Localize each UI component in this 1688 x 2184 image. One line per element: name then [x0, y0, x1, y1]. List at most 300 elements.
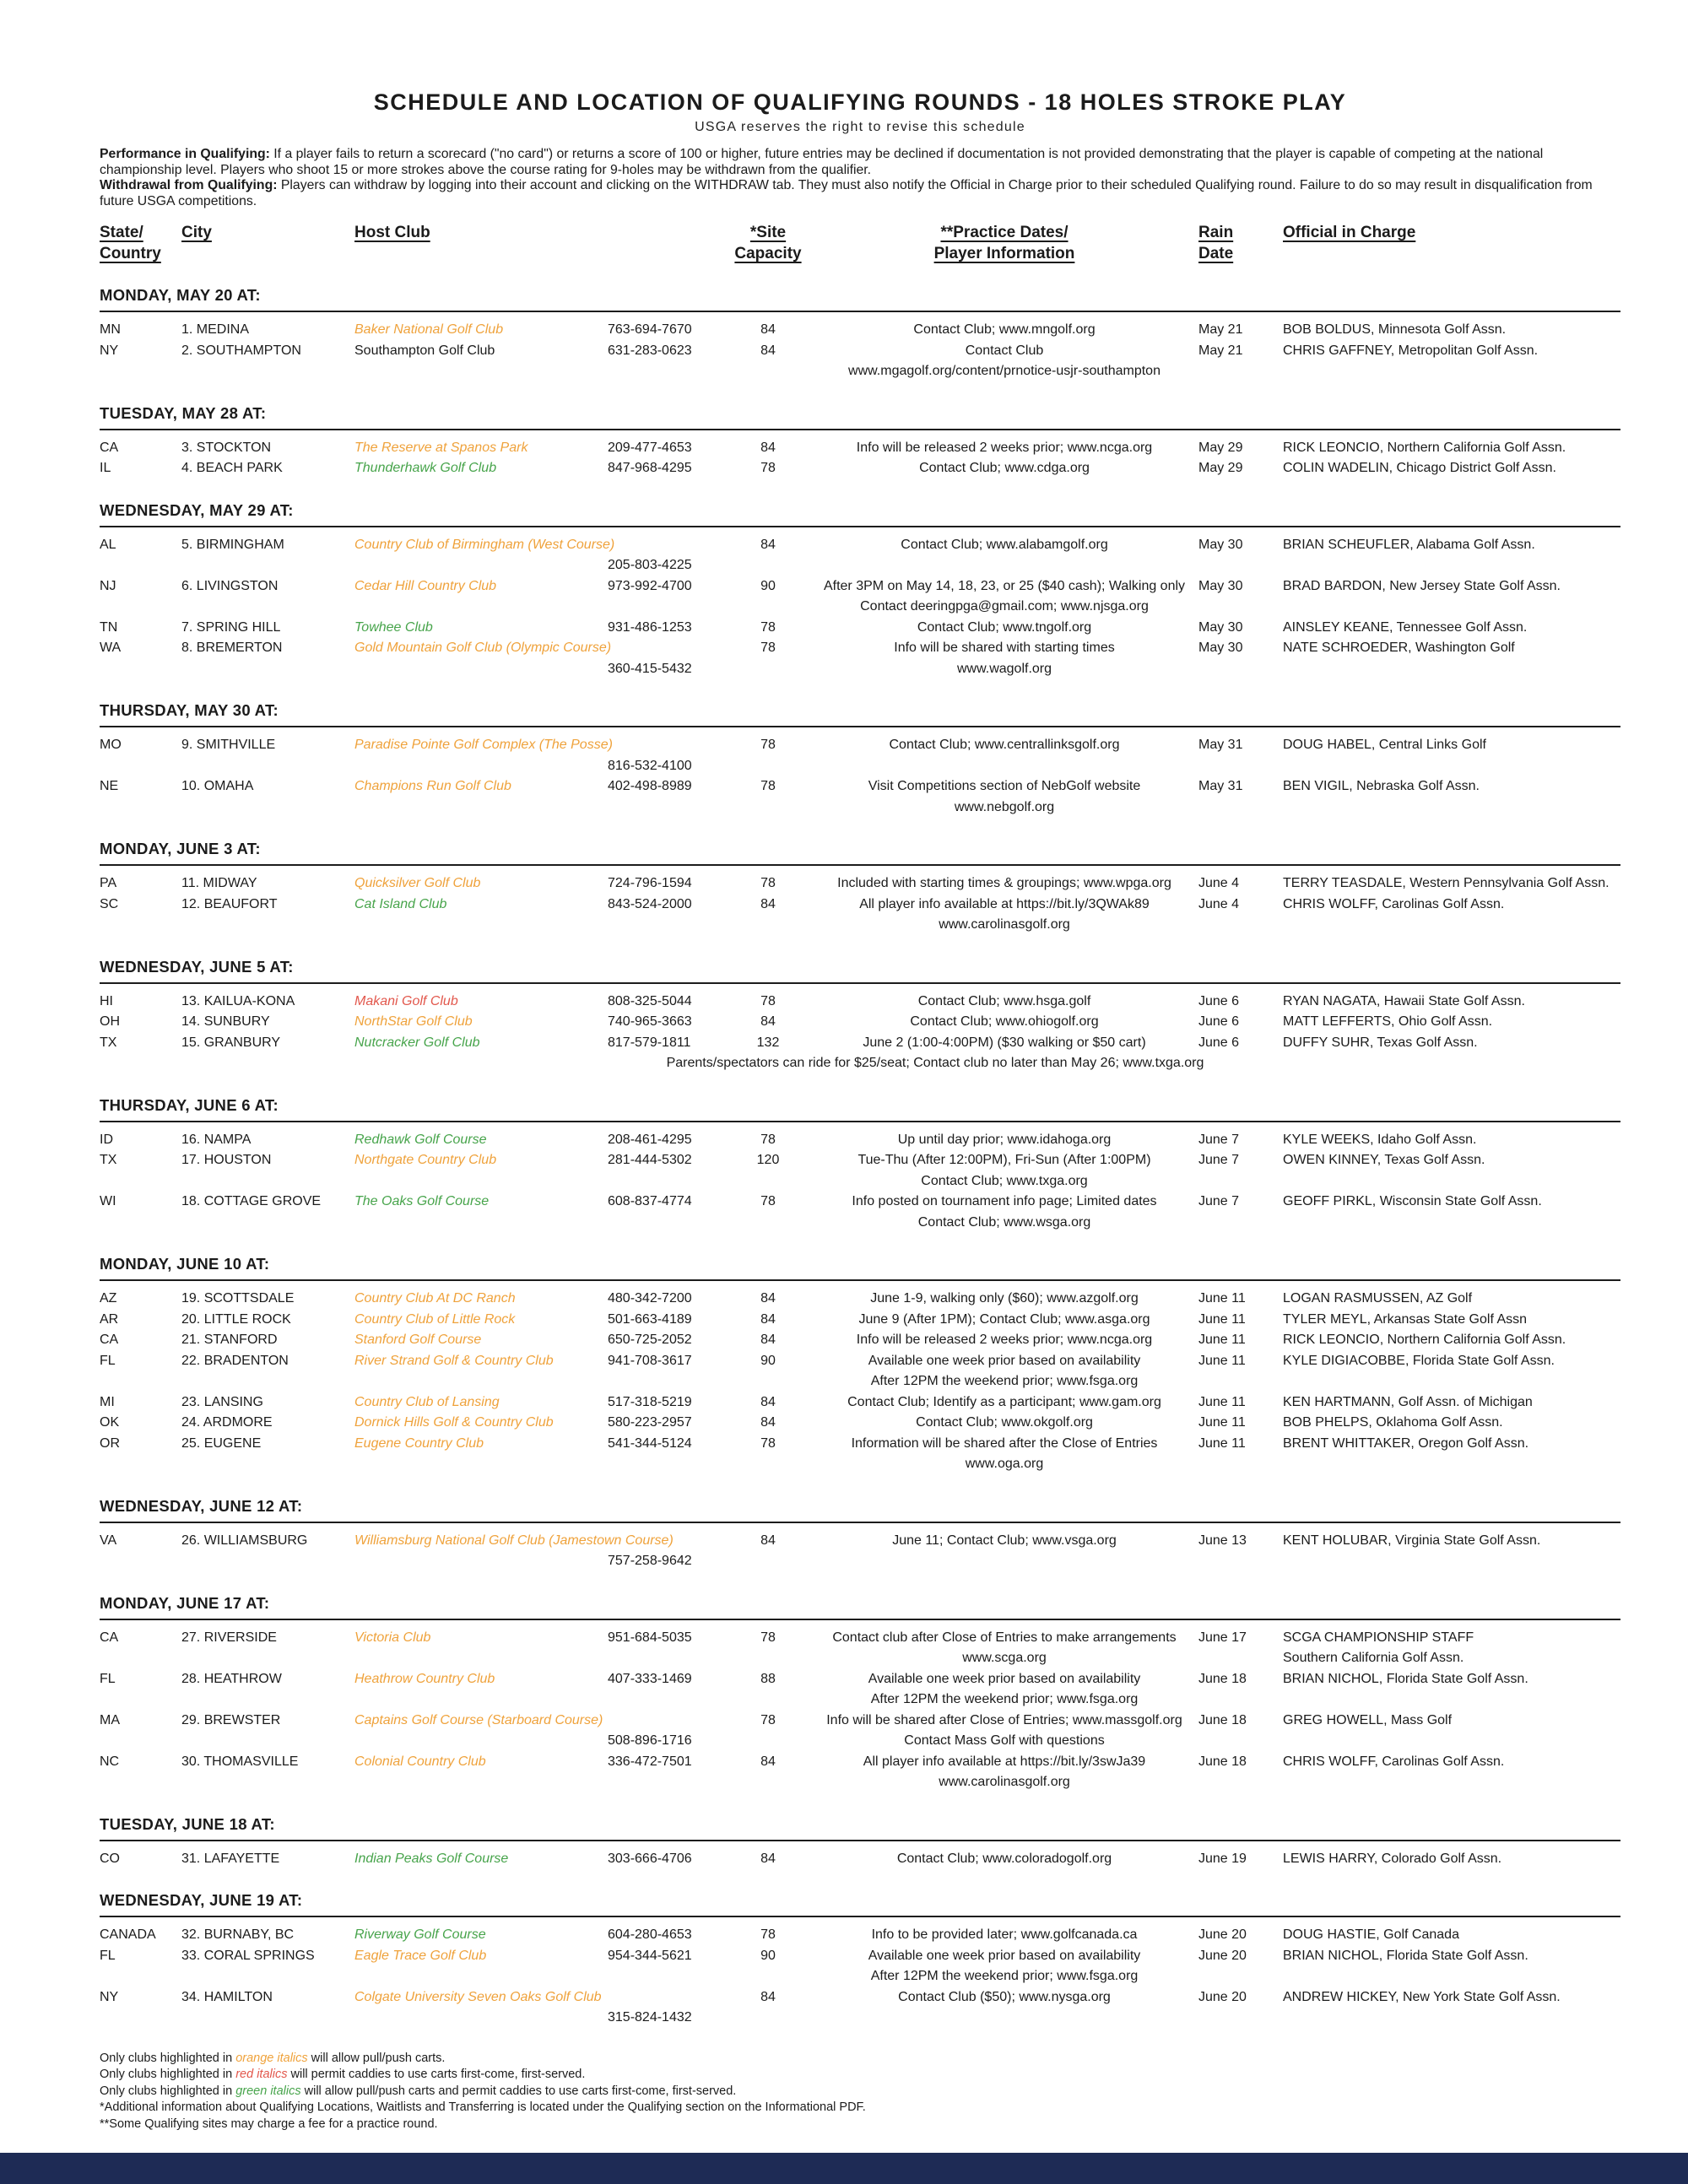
city-cell: 28. HEATHROW [181, 1671, 282, 1686]
player-info-cell: Info will be shared with starting times www.wagolf.org [894, 641, 1115, 676]
host-club-cell: Dornick Hills Golf & Country Club [354, 1415, 554, 1430]
city-cell: 8. BREMERTON [181, 641, 283, 656]
capacity-cell: 78 [760, 1132, 776, 1147]
state-cell: NC [100, 1754, 120, 1769]
player-info-cell: June 1-9, walking only ($60); www.azgolf.org [870, 1291, 1139, 1306]
official-cell: KYLE WEEKS, Idaho Golf Assn. [1283, 1132, 1477, 1147]
performance-notice-body: If a player fails to return a scorecard ("no card") or returns a score of 100 or higher, future entries may be declined if documentation is not provided demonstrating that the player is capable of competing at the national championship level. Players who shoot 15 or more strokes above the course rating for 9-holes may be withdrawn from the qualifier. [100, 147, 1544, 177]
official-cell: BOB BOLDUS, Minnesota Golf Assn. [1283, 322, 1507, 338]
state-cell: NE [100, 779, 119, 794]
city-cell: 7. SPRING HILL [181, 619, 281, 635]
capacity-cell: 84 [760, 1014, 776, 1030]
city-cell: 32. BURNABY, BC [181, 1927, 295, 1943]
rain-date-cell: June 4 [1198, 896, 1240, 911]
capacity-cell: 78 [760, 1927, 776, 1943]
player-info-cell: Up until day prior; www.idahoga.org [897, 1132, 1112, 1147]
city-cell: 30. THOMASVILLE [181, 1754, 299, 1769]
footnote-highlight-green: green italics [235, 2084, 301, 2098]
state-cell: CANADA [100, 1927, 156, 1943]
state-cell: TX [100, 1035, 117, 1050]
state-cell: VA [100, 1533, 117, 1548]
city-cell: 9. SMITHVILLE [181, 738, 276, 753]
phone-cell: 360-415-5432 [608, 661, 692, 676]
qualifier-row [100, 1130, 1620, 1151]
col-header-city [181, 223, 354, 264]
player-info-cell: Contact Club; www.coloradogolf.org [896, 1851, 1112, 1866]
official-cell: LEWIS HARRY, Colorado Golf Assn. [1283, 1851, 1502, 1866]
host-club-cell: Northgate Country Club [354, 1153, 497, 1168]
official-cell: RYAN NAGATA, Hawaii State Golf Assn. [1283, 993, 1525, 1008]
state-cell: TN [100, 619, 118, 635]
qualifier-row [100, 1434, 1620, 1475]
section-date-header: THURSDAY, JUNE 6 AT: [100, 1095, 279, 1114]
phone-cell: 608-837-4774 [608, 1194, 692, 1209]
qualifier-row [100, 735, 1620, 776]
section-date-header: WEDNESDAY, JUNE 19 AT: [100, 1891, 303, 1910]
host-club-cell: Country Club of Little Rock [354, 1311, 516, 1327]
player-info-cell: Contact Club; www.centrallinksgolf.org [889, 738, 1120, 753]
qualifier-row [100, 776, 1620, 818]
official-cell: AINSLEY KEANE, Tennessee Golf Assn. [1283, 619, 1528, 635]
phone-cell: 631-283-0623 [608, 343, 692, 358]
official-cell: BRAD BARDON, New Jersey State Golf Assn. [1283, 578, 1561, 593]
rain-date-cell: June 11 [1198, 1435, 1246, 1451]
capacity-cell: 84 [760, 440, 776, 455]
city-cell: 25. EUGENE [181, 1435, 262, 1451]
withdrawal-notice-body: Players can withdraw by logging into their account and clicking on the WITHDRAW tab. They must also notify the Official in Charge prior to their scheduled Qualifying round. Failure to do so may result in disqualification from future USGA competitions. [100, 178, 1593, 208]
host-club-cell: Paradise Pointe Golf Complex (The Posse) [354, 738, 613, 753]
player-info-cell: After 3PM on May 14, 18, 23, or 25 ($40 cash); Walking only Contact deeringpga@gmail.com; www.njsga.org [823, 578, 1186, 614]
schedule-sections [100, 286, 1620, 2029]
qualifier-row [100, 1628, 1620, 1669]
state-cell: FL [100, 1353, 116, 1368]
withdrawal-notice-lead: Withdrawal from Qualifying: [100, 178, 278, 193]
phone-cell: 650-725-2052 [608, 1333, 692, 1348]
rain-date-cell: June 6 [1198, 1014, 1240, 1030]
schedule-section [100, 1497, 1620, 1572]
phone-cell: 508-896-1716 [608, 1733, 692, 1749]
rain-date-cell: June 7 [1198, 1132, 1240, 1147]
phone-cell: 209-477-4653 [608, 440, 692, 455]
capacity-cell: 90 [760, 1948, 776, 1963]
phone-cell: 808-325-5044 [608, 993, 692, 1008]
player-info-cell: Contact Club ($50); www.nysga.org [898, 1989, 1111, 2004]
player-info-cell: Contact Club; www.okgolf.org [916, 1415, 1093, 1430]
city-cell: 2. SOUTHAMPTON [181, 343, 301, 358]
phone-cell: 763-694-7670 [608, 322, 692, 338]
capacity-cell: 78 [760, 993, 776, 1008]
qualifier-row [100, 618, 1620, 639]
capacity-cell: 78 [760, 1194, 776, 1209]
host-club-cell: Eugene Country Club [354, 1435, 484, 1451]
phone-cell: 205-803-4225 [608, 558, 692, 573]
rain-date-cell: May 21 [1198, 343, 1243, 358]
phone-cell: 315-824-1432 [608, 2010, 692, 2025]
official-cell: ANDREW HICKEY, New York State Golf Assn. [1283, 1989, 1561, 2004]
capacity-cell: 78 [760, 641, 776, 656]
host-club-cell: Indian Peaks Golf Course [354, 1851, 509, 1866]
official-cell: COLIN WADELIN, Chicago District Golf Assn. [1283, 461, 1556, 476]
footnote [100, 2067, 1620, 2084]
player-info-cell: Contact Club; www.hsga.golf [917, 993, 1091, 1008]
host-club-cell: Riverway Golf Course [354, 1927, 486, 1943]
performance-notice [100, 147, 1620, 178]
capacity-cell: 84 [760, 1333, 776, 1348]
qualifier-row [100, 1946, 1620, 1987]
rain-date-cell: May 31 [1198, 738, 1243, 753]
player-info-cell: Visit Competitions section of NebGolf website www.nebgolf.org [868, 779, 1141, 814]
official-cell: BOB PHELPS, Oklahoma Golf Assn. [1283, 1415, 1503, 1430]
schedule-section [100, 286, 1620, 382]
col-header-rain-date [1198, 223, 1283, 264]
capacity-cell: 84 [760, 1989, 776, 2004]
city-cell: 23. LANSING [181, 1394, 263, 1409]
footnote [100, 2100, 1620, 2116]
host-club-cell: The Reserve at Spanos Park [354, 440, 528, 455]
official-cell: DOUG HASTIE, Golf Canada [1283, 1927, 1459, 1943]
state-cell: TX [100, 1153, 117, 1168]
qualifier-row [100, 873, 1620, 895]
city-cell: 10. OMAHA [181, 779, 254, 794]
phone-cell: 336-472-7501 [608, 1754, 692, 1769]
section-date-header: TUESDAY, MAY 28 AT: [100, 403, 267, 422]
col-label-country: Country [100, 244, 161, 262]
state-cell: WI [100, 1194, 116, 1209]
capacity-cell: 78 [760, 1435, 776, 1451]
host-club-cell: Champions Run Golf Club [354, 779, 511, 794]
official-cell: OWEN KINNEY, Texas Golf Assn. [1283, 1153, 1485, 1168]
player-info-cell: Information will be shared after the Close of Entries www.oga.org [851, 1435, 1158, 1472]
capacity-cell: 78 [760, 779, 776, 794]
schedule-section [100, 1255, 1620, 1475]
city-cell: 24. ARDMORE [181, 1415, 273, 1430]
host-club-cell: Southampton Golf Club [354, 343, 495, 358]
qualifier-row [100, 1330, 1620, 1351]
rain-date-cell: May 30 [1198, 619, 1243, 635]
city-cell: 33. CORAL SPRINGS [181, 1948, 315, 1963]
rain-date-cell: June 7 [1198, 1194, 1240, 1209]
qualifier-row [100, 1351, 1620, 1392]
official-cell: SCGA CHAMPIONSHIP STAFF Southern California Golf Assn. [1283, 1630, 1474, 1666]
capacity-cell: 84 [760, 1754, 776, 1769]
city-cell: 34. HAMILTON [181, 1989, 273, 2004]
state-cell: AR [100, 1311, 119, 1327]
col-label-rain: Rain [1198, 224, 1234, 242]
bottom-bar [0, 2153, 1688, 2184]
city-cell: 14. SUNBURY [181, 1014, 270, 1030]
schedule-section [100, 958, 1620, 1074]
col-label-host-club: Host Club [354, 224, 430, 242]
city-cell: 1. MEDINA [181, 322, 250, 338]
section-date-header: WEDNESDAY, JUNE 5 AT: [100, 957, 294, 976]
state-cell: OK [100, 1415, 120, 1430]
player-info-cell: Available one week prior based on availability After 12PM the weekend prior; www.fsga.org [868, 1353, 1141, 1389]
qualifier-row [100, 1413, 1620, 1434]
footnote-text: **Some Qualifying sites may charge a fee for a practice round. [100, 2116, 438, 2131]
host-club-cell: Nutcracker Golf Club [354, 1035, 480, 1050]
player-info-cell: Info will be released 2 weeks prior; www.ncga.org [856, 1333, 1153, 1348]
host-club-cell: Cat Island Club [354, 896, 447, 911]
phone-cell: 303-666-4706 [608, 1851, 692, 1866]
footnote-highlight-orange: orange italics [235, 2051, 308, 2065]
host-club-cell: Colgate University Seven Oaks Golf Club [354, 1989, 602, 2004]
official-cell: NATE SCHROEDER, Washington Golf [1283, 641, 1515, 656]
player-info-cell: Info will be released 2 weeks prior; www.ncga.org [856, 440, 1153, 455]
state-cell: NY [100, 343, 119, 358]
city-cell: 12. BEAUFORT [181, 896, 278, 911]
capacity-cell: 84 [760, 896, 776, 911]
host-club-cell: Stanford Golf Course [354, 1333, 482, 1348]
phone-cell: 208-461-4295 [608, 1132, 692, 1147]
state-cell: MA [100, 1712, 120, 1727]
rain-date-cell: June 11 [1198, 1353, 1246, 1368]
capacity-cell: 78 [760, 619, 776, 635]
official-cell: DOUG HABEL, Central Links Golf [1283, 738, 1486, 753]
qualifier-row [100, 1531, 1620, 1572]
state-cell: OH [100, 1014, 120, 1030]
state-cell: NY [100, 1989, 119, 2004]
city-cell: 6. LIVINGSTON [181, 578, 279, 593]
player-info-cell: Info to be provided later; www.golfcanada.ca [871, 1927, 1138, 1943]
host-club-cell: Heathrow Country Club [354, 1671, 495, 1686]
capacity-cell: 90 [760, 1353, 776, 1368]
schedule-section [100, 404, 1620, 479]
state-cell: CA [100, 1630, 119, 1645]
state-cell: NJ [100, 578, 116, 593]
city-cell: 31. LAFAYETTE [181, 1851, 280, 1866]
phone-cell: 740-965-3663 [608, 1014, 692, 1030]
rain-date-cell: June 11 [1198, 1311, 1246, 1327]
capacity-cell: 78 [760, 738, 776, 753]
performance-notice-lead: Performance in Qualifying: [100, 147, 270, 161]
city-cell: 3. STOCKTON [181, 440, 272, 455]
qualifier-row [100, 1012, 1620, 1033]
city-cell: 27. RIVERSIDE [181, 1630, 277, 1645]
column-headers [100, 223, 1620, 264]
rain-date-cell: June 6 [1198, 993, 1240, 1008]
phone-cell: 941-708-3617 [608, 1353, 692, 1368]
state-cell: FL [100, 1948, 116, 1963]
page-subtitle: USGA reserves the right to revise this schedule [695, 120, 1025, 134]
col-label-city: City [181, 224, 212, 242]
capacity-cell: 78 [760, 461, 776, 476]
phone-cell: 843-524-2000 [608, 896, 692, 911]
section-date-header: MONDAY, JUNE 17 AT: [100, 1593, 270, 1612]
official-cell: RICK LEONCIO, Northern California Golf Assn. [1283, 440, 1566, 455]
phone-cell: 402-498-8989 [608, 779, 692, 794]
state-cell: FL [100, 1671, 116, 1686]
host-club-cell: Williamsburg National Golf Club (Jamestown Course) [354, 1533, 674, 1548]
state-cell: WA [100, 641, 122, 656]
rain-date-cell: June 18 [1198, 1671, 1247, 1686]
capacity-cell: 132 [756, 1035, 780, 1050]
phone-cell: 407-333-1469 [608, 1671, 692, 1686]
qualifier-row [100, 895, 1620, 936]
host-club-cell: Cedar Hill Country Club [354, 578, 497, 593]
player-info-cell: June 9 (After 1PM); Contact Club; www.asga.org [858, 1311, 1150, 1327]
host-club-cell: Baker National Golf Club [354, 322, 504, 338]
capacity-cell: 84 [760, 1311, 776, 1327]
rain-date-cell: June 20 [1198, 1948, 1247, 1963]
page-title: SCHEDULE AND LOCATION OF QUALIFYING ROUNDS - 18 HOLES STROKE PLAY [373, 89, 1347, 115]
player-info-cell: Contact club after Close of Entries to make arrangements www.scga.org [832, 1630, 1177, 1666]
schedule-section [100, 1096, 1620, 1234]
official-cell: MATT LEFFERTS, Ohio Golf Assn. [1283, 1014, 1493, 1030]
state-cell: AL [100, 537, 116, 552]
city-cell: 21. STANFORD [181, 1333, 278, 1348]
state-cell: ID [100, 1132, 113, 1147]
col-label-practice-dates: **Practice Dates/ [940, 224, 1069, 242]
host-club-cell: Gold Mountain Golf Club (Olympic Course) [354, 641, 612, 656]
schedule-section [100, 840, 1620, 936]
host-club-cell: The Oaks Golf Course [354, 1194, 490, 1209]
col-label-official: Official in Charge [1283, 224, 1416, 242]
player-info-cell: June 11; Contact Club; www.vsga.org [892, 1533, 1117, 1548]
city-cell: 29. BREWSTER [181, 1712, 281, 1727]
qualifier-row [100, 1033, 1620, 1054]
capacity-cell: 84 [760, 343, 776, 358]
official-cell: DUFFY SUHR, Texas Golf Assn. [1283, 1035, 1478, 1050]
official-cell: CHRIS GAFFNEY, Metropolitan Golf Assn. [1283, 343, 1539, 358]
schedule-section [100, 1891, 1620, 2029]
player-info-cell: Contact Club www.mgagolf.org/content/prnotice-usjr-southampton [848, 343, 1160, 379]
capacity-cell: 88 [760, 1671, 776, 1686]
host-club-cell: Colonial Country Club [354, 1754, 486, 1769]
phone-cell: 954-344-5621 [608, 1948, 692, 1963]
phone-cell: 817-579-1811 [608, 1035, 691, 1050]
phone-cell: 517-318-5219 [608, 1394, 692, 1409]
state-cell: OR [100, 1435, 120, 1451]
rain-date-cell: June 19 [1198, 1851, 1247, 1866]
footnote-text: will allow pull/push carts and permit caddies to use carts first-come, first-served. [300, 2084, 737, 2098]
host-club-cell: River Strand Golf & Country Club [354, 1353, 554, 1368]
capacity-cell: 84 [760, 1533, 776, 1548]
state-cell: MN [100, 322, 121, 338]
schedule-section [100, 701, 1620, 818]
footnote [100, 2116, 1620, 2133]
player-info-cell: Contact Club; www.mngolf.org [913, 322, 1096, 338]
rain-date-cell: June 11 [1198, 1394, 1246, 1409]
phone-cell: 541-344-5124 [608, 1435, 692, 1451]
official-cell: RICK LEONCIO, Northern California Golf Assn. [1283, 1333, 1566, 1348]
qualifier-row [100, 1192, 1620, 1233]
footnotes [100, 2051, 1620, 2133]
player-info-cell: Available one week prior based on availability After 12PM the weekend prior; www.fsga.org [868, 1671, 1141, 1707]
capacity-cell: 84 [760, 322, 776, 338]
rain-date-cell: May 29 [1198, 440, 1243, 455]
qualifier-row [100, 1849, 1620, 1870]
official-cell: GEOFF PIRKL, Wisconsin State Golf Assn. [1283, 1194, 1542, 1209]
footnote-text: Only clubs highlighted in [100, 2068, 236, 2082]
state-cell: IL [100, 461, 111, 476]
official-cell: BRENT WHITTAKER, Oregon Golf Assn. [1283, 1435, 1529, 1451]
section-date-header: MONDAY, MAY 20 AT: [100, 286, 261, 305]
player-info-cell: Included with starting times & groupings; www.wpga.org [837, 876, 1171, 891]
state-cell: PA [100, 876, 117, 891]
city-cell: 13. KAILUA-KONA [181, 993, 295, 1008]
rain-date-cell: May 31 [1198, 779, 1243, 794]
capacity-cell: 84 [760, 1415, 776, 1430]
city-cell: 20. LITTLE ROCK [181, 1311, 291, 1327]
qualifier-row [100, 1669, 1620, 1711]
host-club-cell: Country Club of Lansing [354, 1394, 500, 1409]
host-club-cell: Victoria Club [354, 1630, 431, 1645]
phone-cell: 757-258-9642 [608, 1554, 692, 1569]
official-cell: KENT HOLUBAR, Virginia State Golf Assn. [1283, 1533, 1541, 1548]
city-cell: 17. HOUSTON [181, 1153, 272, 1168]
qualifier-row [100, 1289, 1620, 1310]
capacity-cell: 78 [760, 1712, 776, 1727]
city-cell: 26. WILLIAMSBURG [181, 1533, 308, 1548]
state-cell: HI [100, 993, 113, 1008]
col-label-player-information: Player Information [933, 244, 1075, 262]
official-cell: GREG HOWELL, Mass Golf [1283, 1712, 1453, 1727]
qualifier-row [100, 638, 1620, 679]
qualifier-row [100, 992, 1620, 1013]
phone-cell: 480-342-7200 [608, 1291, 692, 1306]
qualifier-row [100, 1711, 1620, 1752]
qualifier-row [100, 535, 1620, 576]
capacity-cell: 78 [760, 876, 776, 891]
capacity-cell: 78 [760, 1630, 776, 1645]
player-info-cell: Contact Club; www.tngolf.org [917, 619, 1092, 635]
host-club-cell: Makani Golf Club [354, 993, 458, 1008]
capacity-cell: 84 [760, 537, 776, 552]
footnote-text: *Additional information about Qualifying Locations, Waitlists and Transferring is located under the Qualifying section on the Informational PDF. [100, 2100, 866, 2115]
host-club-cell: Captains Golf Course (Starboard Course) [354, 1712, 603, 1727]
rain-date-cell: May 29 [1198, 461, 1243, 476]
player-info-cell: Info posted on tournament info page; Limited dates Contact Club; www.wsga.org [852, 1194, 1157, 1230]
phone-cell: 816-532-4100 [608, 758, 692, 773]
phone-cell: 501-663-4189 [608, 1311, 692, 1327]
official-cell: BRIAN NICHOL, Florida State Golf Assn. [1283, 1671, 1528, 1686]
rain-date-cell: June 11 [1198, 1333, 1246, 1348]
qualifier-row [100, 1925, 1620, 1946]
phone-cell: 604-280-4653 [608, 1927, 692, 1943]
rain-date-cell: June 13 [1198, 1533, 1247, 1548]
city-cell: 11. MIDWAY [181, 876, 257, 891]
official-cell: CHRIS WOLFF, Carolinas Golf Assn. [1283, 1754, 1505, 1769]
section-date-header: WEDNESDAY, MAY 29 AT: [100, 500, 294, 519]
official-cell: TYLER MEYL, Arkansas State Golf Assn [1283, 1311, 1528, 1327]
phone-cell: 931-486-1253 [608, 619, 692, 635]
schedule-section [100, 1815, 1620, 1870]
player-info-cell: Contact Club; www.cdga.org [919, 461, 1090, 476]
official-cell: KYLE DIGIACOBBE, Florida State Golf Assn. [1283, 1353, 1555, 1368]
capacity-cell: 84 [760, 1394, 776, 1409]
schedule-section [100, 501, 1620, 680]
col-label-state: State/ [100, 224, 143, 242]
capacity-cell: 90 [760, 578, 776, 593]
city-cell: 15. GRANBURY [181, 1035, 281, 1050]
official-cell: LOGAN RASMUSSEN, AZ Golf [1283, 1291, 1473, 1306]
col-header-site-capacity [726, 223, 810, 264]
col-header-host-club [354, 223, 608, 264]
player-info-cell: All player info available at https://bit.ly/3swJa39 www.carolinasgolf.org [863, 1754, 1146, 1790]
host-club-cell: Country Club At DC Ranch [354, 1291, 516, 1306]
footnote-text: will allow pull/push carts. [307, 2051, 446, 2065]
official-cell: CHRIS WOLFF, Carolinas Golf Assn. [1283, 896, 1505, 911]
col-header-phone-spacer [608, 223, 726, 264]
rain-date-cell: June 20 [1198, 1989, 1247, 2004]
rain-date-cell: May 30 [1198, 537, 1243, 552]
state-cell: AZ [100, 1291, 117, 1306]
player-info-cell: Info will be shared after Close of Entries; www.massgolf.org Contact Mass Golf with questions [826, 1712, 1182, 1749]
state-cell: SC [100, 896, 119, 911]
official-cell: KEN HARTMANN, Golf Assn. of Michigan [1283, 1394, 1533, 1409]
schedule-section [100, 1594, 1620, 1793]
qualifier-row [100, 1987, 1620, 2029]
